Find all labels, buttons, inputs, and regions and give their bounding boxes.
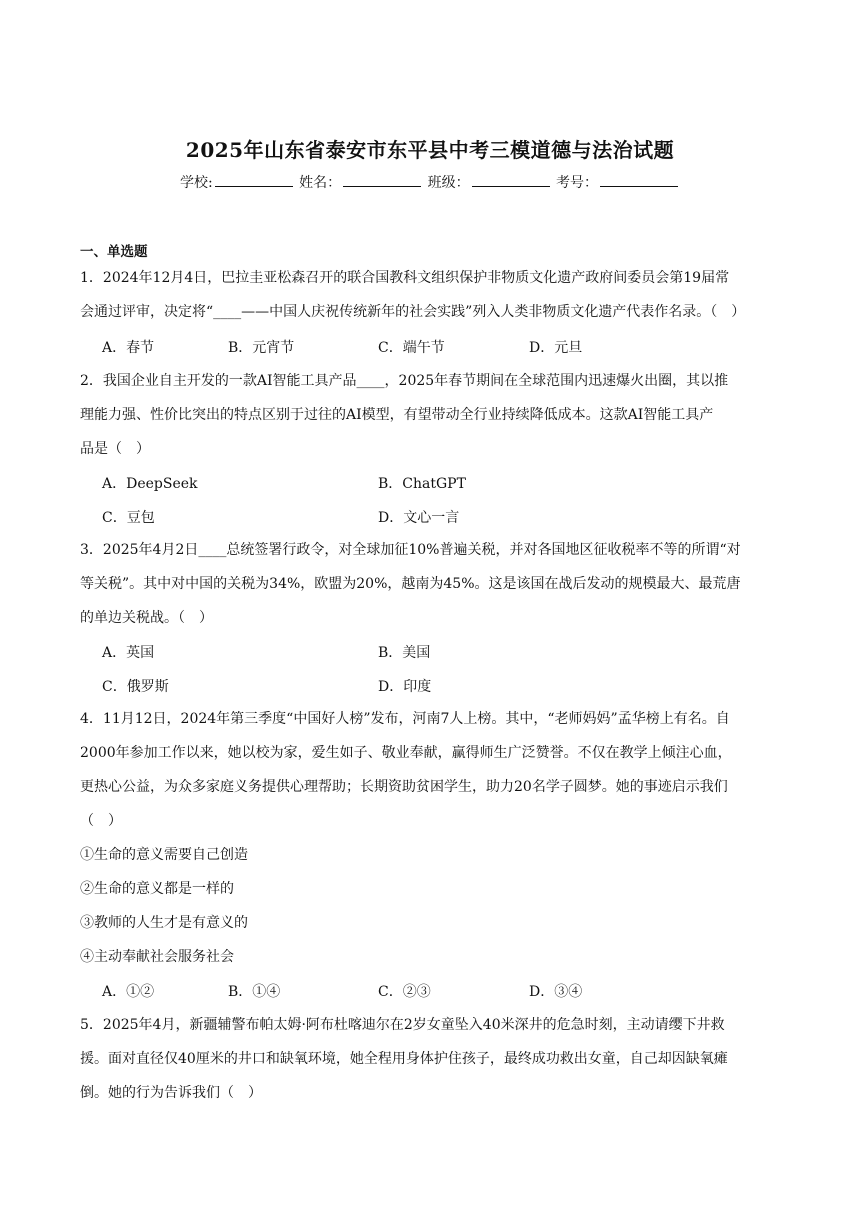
option-a[interactable]: A．英国 [102,645,155,661]
question-3-line: 的单边关税战。（ ） [80,610,213,626]
option-c[interactable]: C．豆包 [102,510,155,526]
question-4-line: （ ） [80,813,122,829]
class-label: 班级： [427,175,470,191]
option-d[interactable]: D．元旦 [529,340,583,356]
option-d[interactable]: D．③④ [529,984,583,1000]
question-2-line: 2．我国企业自主开发的一款AI智能工具产品____，2025年春节期间在全球范围内迅速爆火出圈，其以推 [80,373,729,389]
school-blank[interactable] [215,172,293,187]
option-a[interactable]: A．春节 [102,340,155,356]
question-4-line: 4．11月12日，2024年第三季度“中国好人榜”发布，河南7人上榜。其中，“老师妈妈”孟华榜上有名。自 [80,711,730,727]
option-c[interactable]: C．俄罗斯 [102,679,169,695]
question-1-line: 会通过评审，决定将“____——中国人庆祝传统新年的社会实践”列入人类非物质文化遗产代表作名录。（ ） [80,304,746,320]
question-5-line: 5．2025年4月，新疆辅警布帕太姆·阿布杜喀迪尔在2岁女童坠入40米深井的危急时刻，主动请缨下井救 [80,1017,725,1033]
option-b[interactable]: B．元宵节 [228,340,295,356]
question-5-line: 援。面对直径仅40厘米的井口和缺氧环境，她全程用身体护住孩子，最终成功救出女童，自己却因缺氧瘫 [80,1051,728,1067]
section-heading: 一、单选题 [80,244,148,260]
question-4-statement: ②生命的意义都是一样的 [80,881,234,897]
class-blank[interactable] [472,172,550,187]
name-blank[interactable] [343,172,421,187]
option-b[interactable]: B．①④ [228,984,281,1000]
question-4-statement: ①生命的意义需要自己创造 [80,847,248,863]
option-c[interactable]: C．②③ [378,984,431,1000]
question-4-statement: ④主动奉献社会服务社会 [80,949,234,965]
option-b[interactable]: B．美国 [378,645,431,661]
student-info-row [0,172,860,192]
option-a[interactable]: A．DeepSeek [102,476,198,492]
page-title: 2025年山东省泰安市东平县中考三模道德与法治试题 [185,138,675,162]
exam-no-label: 考号： [556,175,599,191]
question-3-line: 3．2025年4月2日____总统签署行政令，对全球加征10%普遍关税，并对各国地区征收税率不等的所谓“对 [80,542,741,558]
name-label: 姓名： [299,175,342,191]
exam-no-blank[interactable] [600,172,678,187]
option-d[interactable]: D．文心一言 [378,510,460,526]
question-3-line: 等关税”。其中对中国的关税为34%，欧盟为20%，越南为45%。这是该国在战后发动的规模最大、最荒唐 [80,576,741,592]
question-4-line: 更热心公益，为众多家庭义务提供心理帮助；长期资助贫困学生，助力20名学子圆梦。她的事迹启示我们 [80,779,728,795]
option-d[interactable]: D．印度 [378,679,432,695]
question-5-line: 倒。她的行为告诉我们（ ） [80,1085,262,1101]
question-2-line: 理能力强、性价比突出的特点区别于过往的AI模型，有望带动全行业持续降低成本。这款AI智能工具产 [80,407,714,423]
question-4-line: 2000年参加工作以来，她以校为家，爱生如子、敬业奉献，赢得师生广泛赞誉。不仅在教学上倾注心血， [80,745,732,761]
option-c[interactable]: C．端午节 [378,340,445,356]
question-2-line: 品是（ ） [80,441,150,457]
option-b[interactable]: B．ChatGPT [378,476,466,492]
question-4-statement: ③教师的人生才是有意义的 [80,915,248,931]
option-a[interactable]: A．①② [102,984,155,1000]
school-label: 学校: [179,175,213,191]
question-1-line: 1．2024年12月4日，巴拉圭亚松森召开的联合国教科文组织保护非物质文化遗产政府间委员会第19届常 [80,270,730,286]
